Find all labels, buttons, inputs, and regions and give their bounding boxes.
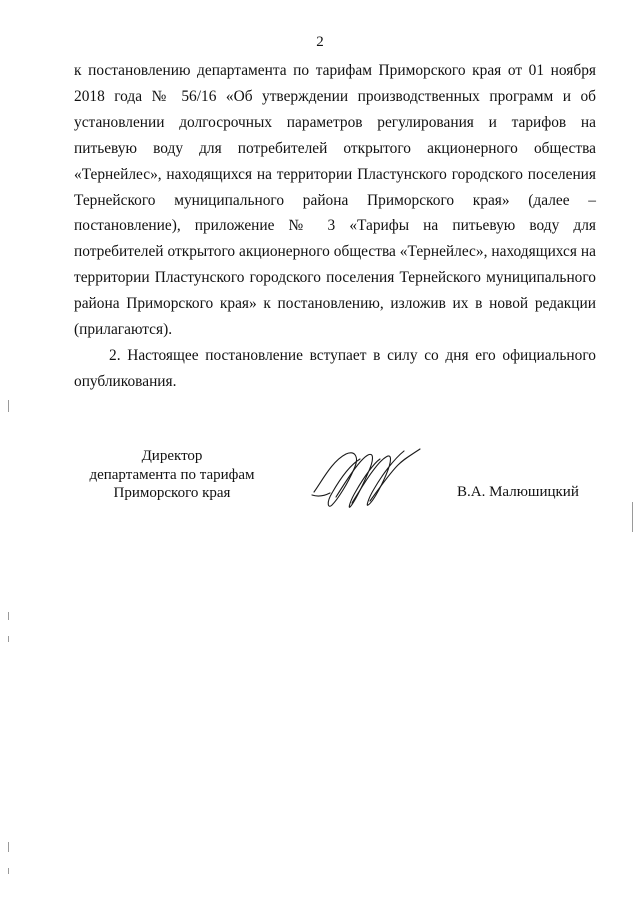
scan-edge-mark	[632, 502, 633, 532]
paragraph-amendment: к постановлению департамента по тарифам Приморского края от 01 ноября 2018 года № 56/16 «Об утверждении производственных программ и об установлении долгосрочных параметров регулирования и тарифов на питьевую воду для потребителей открытого акционерного общества «Тернейлес», находящихся на территории Пластунского городского поселения Тернейского муниципального района Приморского края» (далее – постановление), приложение № 3 «Тарифы на питьевую воду для потребителей открытого акционерного общества «Тернейлес», находящихся на территории Пластунского городского поселения Тернейского муниципального района Приморского края» к постановлению, изложив их в новой редакции (прилагаются).	[74, 62, 596, 339]
scan-edge-mark	[8, 400, 9, 412]
signatory-position	[72, 447, 272, 503]
position-title: Директор	[141, 448, 203, 464]
page-number: 2	[316, 34, 324, 50]
paragraph-effective-date: 2. Настоящее постановление вступает в силу со дня его официального опубликования.	[74, 346, 596, 390]
position-department: департамента по тарифам	[89, 466, 255, 483]
scan-edge-mark	[8, 868, 9, 874]
document-body	[74, 58, 596, 395]
scan-edge-mark	[8, 842, 9, 852]
scan-edge-mark	[8, 636, 9, 642]
scan-edge-mark	[8, 612, 9, 620]
position-region: Приморского края	[113, 485, 231, 501]
signer-name: В.А. Малюшицкий	[457, 484, 579, 500]
handwritten-signature	[308, 445, 426, 515]
